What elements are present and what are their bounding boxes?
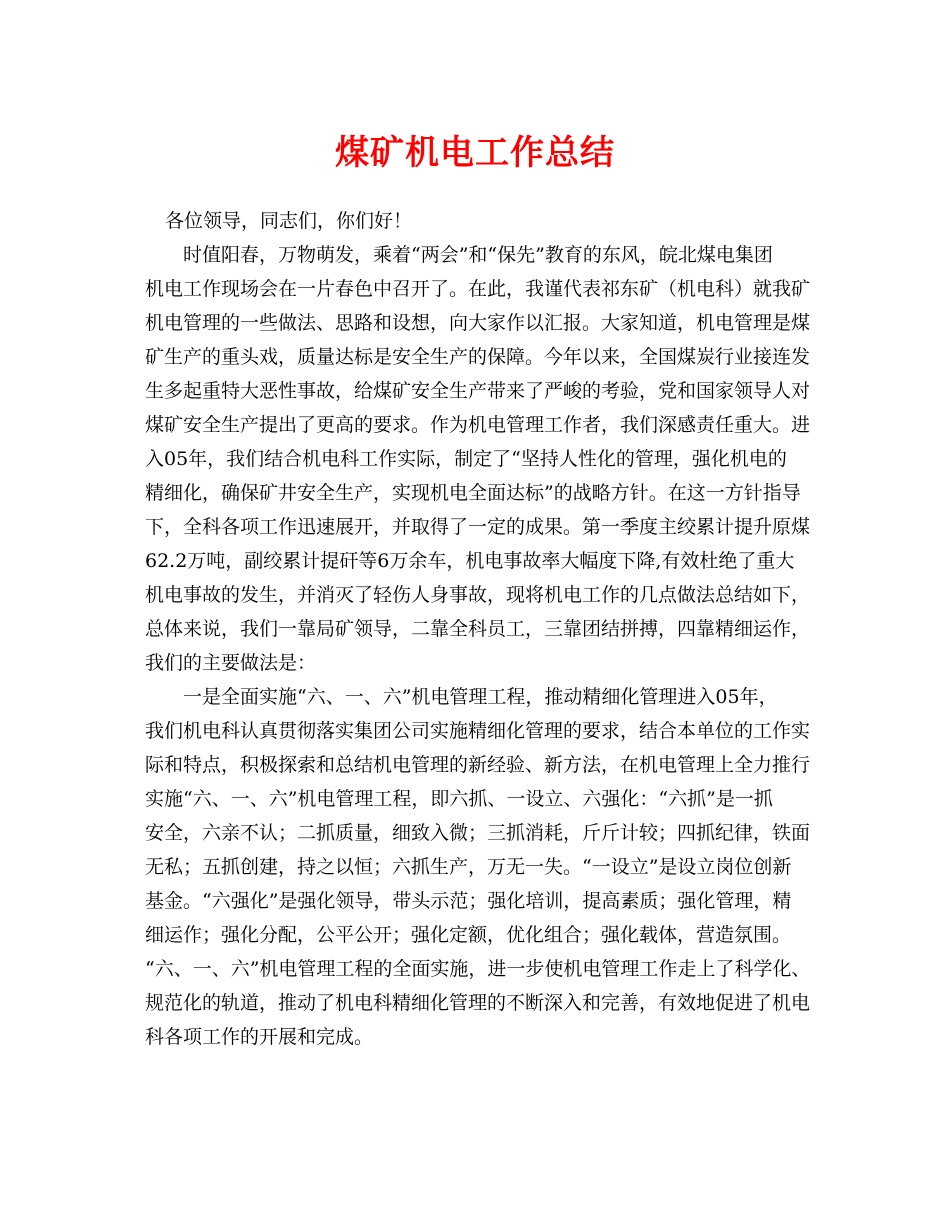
- paragraph-line: 细运作；强化分配，公平公开；强化定额，优化组合；强化载体，营造氛围。: [145, 924, 792, 946]
- paragraph-line: 总体来说，我们一靠局矿领导，二靠全科员工，三靠团结拼搏，四靠精细运作，: [145, 618, 811, 640]
- paragraph-line: 精细化，确保矿井安全生产，实现机电全面达标”的战略方针。在这一方针指导: [145, 482, 801, 504]
- paragraph-line: 科各项工作的开展和完成。: [145, 1026, 374, 1048]
- paragraph-line: “六、一、六”机电管理工程的全面实施，进一步使机电管理工作走上了科学化、: [145, 958, 811, 980]
- greeting-line: 各位领导，同志们，你们好！: [165, 210, 413, 232]
- paragraph-line: 际和特点，积极探索和总结机电管理的新经验、新方法，在机电管理上全力推行: [145, 754, 811, 776]
- paragraph-line: 我们的主要做法是：: [145, 652, 317, 674]
- paragraph-line: 规范化的轨道，推动了机电科精细化管理的不断深入和完善，有效地促进了机电: [145, 992, 811, 1014]
- paragraph-line: 基金。“六强化”是强化领导，带头示范；强化培训，提高素质；强化管理，精: [145, 890, 792, 912]
- paragraph-line: 机电管理的一些做法、思路和设想，向大家作以汇报。大家知道，机电管理是煤: [145, 312, 811, 334]
- paragraph-line: 机电工作现场会在一片春色中召开了。在此，我谨代表祁东矿（机电科）就我矿: [145, 278, 811, 300]
- paragraph-line: 安全，六亲不认；二抓质量，细致入微；三抓消耗，斤斤计较；四抓纪律，铁面: [145, 822, 811, 844]
- paragraph-line: 我们机电科认真贯彻落实集团公司实施精细化管理的要求，结合本单位的工作实: [145, 720, 811, 742]
- paragraph-line: 时值阳春，万物萌发，乘着“两会”和“保先”教育的东风，皖北煤电集团: [183, 244, 773, 266]
- paragraph-line: 生多起重特大恶性事故，给煤矿安全生产带来了严峻的考验，党和国家领导人对: [145, 380, 811, 402]
- paragraph-line: 下，全科各项工作迅速展开，并取得了一定的成果。第一季度主绞累计提升原煤: [145, 516, 811, 538]
- paragraph-line: 实施“六、一、六”机电管理工程，即六抓、一设立、六强化：“六抓”是一抓: [145, 788, 773, 810]
- paragraph-line: 矿生产的重头戏，质量达标是安全生产的保障。今年以来，全国煤炭行业接连发: [145, 346, 811, 368]
- paragraph-line: 一是全面实施“六、一、六”机电管理工程，推动精细化管理进入05年，: [183, 686, 778, 708]
- paragraph-line: 煤矿安全生产提出了更高的要求。作为机电管理工作者，我们深感责任重大。进: [145, 414, 811, 436]
- paragraph-line: 62.2万吨，副绞累计提矸等6万余车，机电事故率大幅度下降,有效杜绝了重大: [145, 550, 795, 572]
- document-title: 煤矿机电工作总结: [335, 133, 615, 173]
- paragraph-line: 无私；五抓创建，持之以恒；六抓生产，万无一失。“一设立”是设立岗位创新: [145, 856, 792, 878]
- paragraph-line: 入05年，我们结合机电科工作实际，制定了“坚持人性化的管理，强化机电的: [145, 448, 787, 470]
- paragraph-line: 机电事故的发生，并消灭了轻伤人身事故，现将机电工作的几点做法总结如下，: [145, 584, 811, 606]
